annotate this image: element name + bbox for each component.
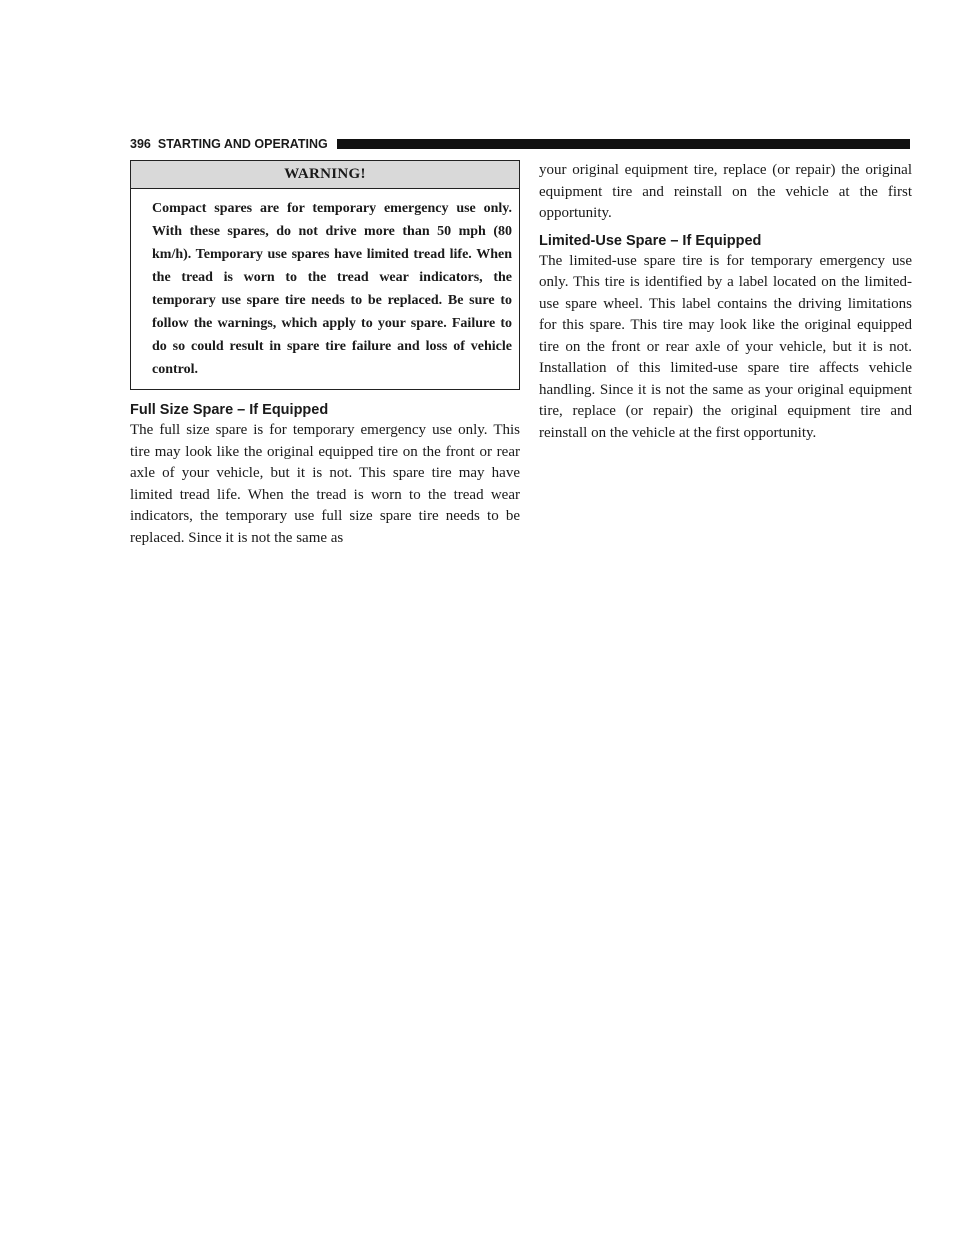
warning-box xyxy=(130,160,520,390)
limited-use-spare-heading: Limited-Use Spare – If Equipped xyxy=(539,232,762,249)
right-column xyxy=(539,160,912,444)
warning-title: WARNING! xyxy=(131,161,519,189)
full-size-spare-continued-text: your original equipment tire, replace (or repair) the original equipment tire and reinstall on the vehicle at the first opportunity. xyxy=(539,162,912,221)
warning-text: Compact spares are for temporary emergency use only. With these spares, do not drive more than 50 mph (80 km/h). Temporary use spares have limited tread life. When the tread is worn to the tread wear indicators, the temporary use spare tire needs to be replaced. Be sure to follow the warnings, which apply to your spare. Failure to do so could result in spare tire failure and loss of vehicle control. xyxy=(152,201,512,377)
section-title: STARTING AND OPERATING xyxy=(157,137,328,151)
page-header xyxy=(130,135,910,153)
left-column xyxy=(130,160,520,549)
limited-use-spare-text: The limited-use spare tire is for temporary emergency use only. This tire is identified by a label located on the limited-use spare wheel. This label contains the driving limitations for this spare. This tire may look like the original equipped tire on the front or rear axle of your vehicle, but it is not. Installation of this limited-use spare tire affects vehicle handling. Since it is not the same as your original equipment tire, replace (or repair) the original equipment tire and reinstall on the vehicle at the first opportunity. xyxy=(539,252,912,441)
header-rule xyxy=(337,139,910,149)
full-size-spare-text: The full size spare is for temporary emergency use only. This tire may look like the original equipped tire on the front or rear axle of your vehicle, but it is not. This spare tire may have limited tread life. When the tread is worn to the tread wear indicators, the temporary use full size spare tire needs to be replaced. Since it is not the same as xyxy=(130,422,520,546)
full-size-spare-heading: Full Size Spare – If Equipped xyxy=(130,402,329,418)
page-number: 396 xyxy=(130,137,151,151)
